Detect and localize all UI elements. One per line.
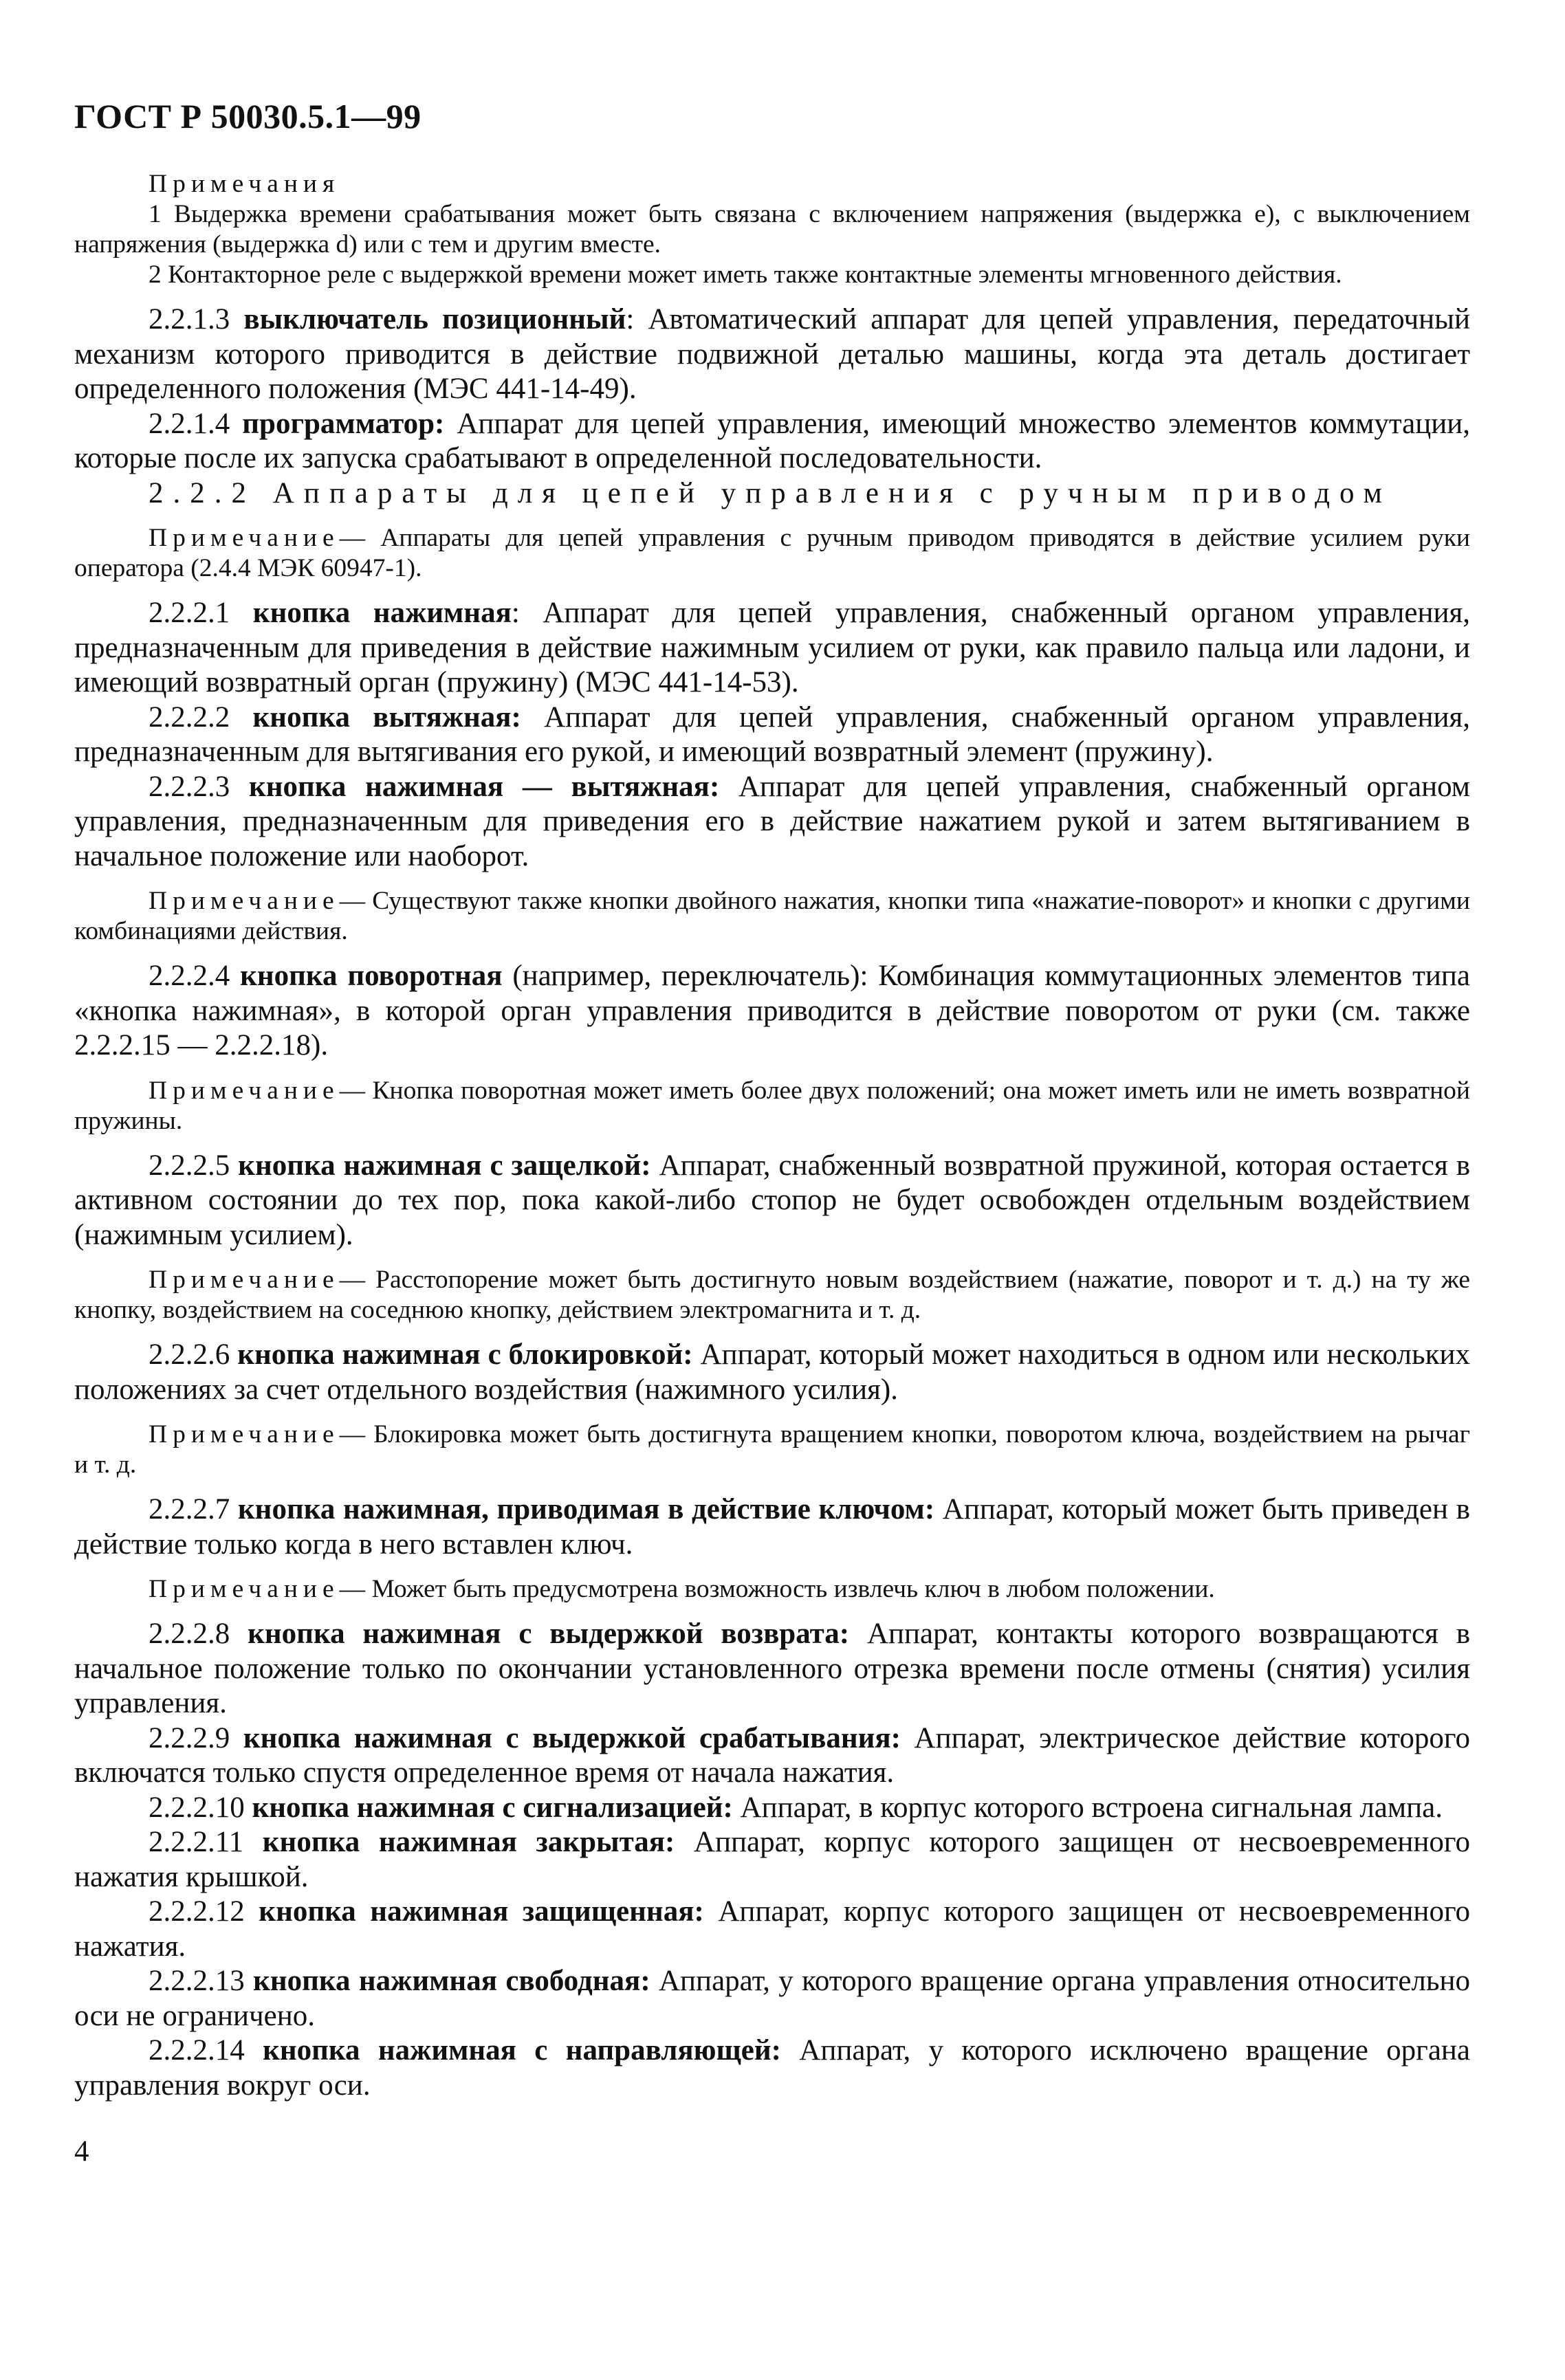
term: кнопка нажимная с блокировкой: <box>237 1338 693 1371</box>
document-header: ГОСТ Р 50030.5.1—99 <box>74 97 422 135</box>
term: кнопка нажимная — вытяжная: <box>248 770 720 803</box>
term: кнопка нажимная с защелкой: <box>238 1149 651 1182</box>
term: выключатель позиционный <box>243 303 626 335</box>
paragraph-2-2-2-3: 2.2.2.3 кнопка нажимная — вытяжная: Аппарат для цепей управления, снабженный органом управления, предназначенным для приведения его в действие нажатием рукой и затем вытягиванием в начальное положение или наоборот. <box>74 770 1471 872</box>
page-number: 4 <box>74 2135 89 2168</box>
term: кнопка нажимная с сигнализацией: <box>252 1791 733 1824</box>
paragraph-2-2-2-11: 2.2.2.11 кнопка нажимная закрытая: Аппарат, корпус которого защищен от несвоевременного нажатия крышкой. <box>74 1826 1470 1893</box>
note-2-2-2-5: Примечание— Расстопорение может быть достигнуто новым воздействием (нажатие, поворот и т. д.) на ту же кнопку, воздействием на соседнюю кнопку, действием электромагнита и т. д. <box>74 1266 1470 1324</box>
term: кнопка нажимная защищенная: <box>259 1895 704 1928</box>
paragraph-2-2-2-14: 2.2.2.14 кнопка нажимная с направляющей: Аппарат, у которого исключено вращение органа управления вокруг оси. <box>74 2034 1470 2102</box>
term: кнопка вытяжная: <box>252 701 521 734</box>
section-heading-2-2-2: 2.2.2 Аппараты для цепей управления с ручным приводом <box>149 476 1392 509</box>
note-2-2-2-6: Примечание— Блокировка может быть достигнута вращением кнопки, поворотом ключа, воздействием на рычаг и т. д. <box>74 1420 1470 1479</box>
term: кнопка нажимная, приводимая в действие ключом: <box>237 1493 935 1525</box>
note-item-2: 2 Контакторное реле с выдержкой времени может иметь также контактные элементы мгновенного действия. <box>149 261 1342 289</box>
note-2-2-2-4: Примечание— Кнопка поворотная может иметь более двух положений; она может иметь или не иметь возвратной пружины. <box>74 1076 1470 1135</box>
note-2-2-2-3: Примечание— Существуют также кнопки двойного нажатия, кнопки типа «нажатие-поворот» и кнопки с другими комбинациями действия. <box>74 887 1470 945</box>
term: кнопка нажимная с направляющей: <box>263 2034 781 2067</box>
term: кнопка нажимная свободная: <box>253 1965 650 1997</box>
term: кнопка нажимная <box>252 597 512 629</box>
paragraph-2-2-2-13: 2.2.2.13 кнопка нажимная свободная: Аппарат, у которого вращение органа управления относительно оси не ограничено. <box>74 1965 1471 2032</box>
paragraph-2-2-1-4: 2.2.1.4 программатор: Аппарат для цепей управления, имеющий множество элементов коммутации, которые после их запуска срабатывают в определенной последовательности. <box>74 407 1471 474</box>
note-item-1: 1 Выдержка времени срабатывания может быть связана с включением напряжения (выдержка е), с выключением напряжения (выдержка d) или с тем и другим вместе. <box>74 200 1470 258</box>
note-2-2-2-7: Примечание— Может быть предусмотрена возможность извлечь ключ в любом положении. <box>149 1575 1215 1603</box>
term: кнопка нажимная с выдержкой возврата: <box>248 1618 850 1650</box>
paragraph-2-2-2-7: 2.2.2.7 кнопка нажимная, приводимая в действие ключом: Аппарат, который может быть приведен в действие только когда в него вставлен ключ. <box>74 1493 1470 1561</box>
note-2-2-2: Примечание— Аппараты для цепей управления с ручным приводом приводятся в действие усилием руки оператора (2.4.4 МЭК 60947-1). <box>74 524 1470 582</box>
paragraph-2-2-1-3: 2.2.1.3 выключатель позиционный: Автоматический аппарат для цепей управления, передаточный механизм которого приводится в действие подвижной деталью машины, когда эта деталь достигает определенного положения (МЭС 441-14-49). <box>74 303 1471 405</box>
paragraph-2-2-2-8: 2.2.2.8 кнопка нажимная с выдержкой возврата: Аппарат, контакты которого возвращаются в начальное положение только по окончании установленного отрезка времени после отмены (снятия) усилия управления. <box>74 1618 1471 1719</box>
paragraph-2-2-2-2: 2.2.2.2 кнопка вытяжная: Аппарат для цепей управления, снабженный органом управления, предназначенным для вытягивания его рукой, и имеющий возвратный элемент (пружину). <box>74 701 1471 768</box>
paragraph-2-2-2-4: 2.2.2.4 кнопка поворотная (например, переключатель): Комбинация коммутационных элементов типа «кнопка нажимная», в которой орган управления приводится в действие поворотом от руки (см. также 2.2.2.15 — 2.2.2.18). <box>74 960 1471 1061</box>
term: программатор: <box>242 407 445 440</box>
paragraph-2-2-2-6: 2.2.2.6 кнопка нажимная с блокировкой: Аппарат, который может находиться в одном или нескольких положениях за счет отдельного воздействия (нажимного усилия). <box>74 1338 1470 1406</box>
term: кнопка нажимная с выдержкой срабатывания: <box>243 1721 901 1754</box>
term: кнопка нажимная закрытая: <box>262 1826 675 1858</box>
paragraph-2-2-2-1: 2.2.2.1 кнопка нажимная: Аппарат для цепей управления, снабженный органом управления, предназначенным для приведения в действие нажимным усилием от руки, как правило пальца или ладони, и имеющий возвратный орган (пружину) (МЭС 441-14-53). <box>74 597 1470 698</box>
document-page <box>74 96 1470 2103</box>
term: кнопка поворотная <box>240 960 503 992</box>
paragraph-2-2-2-10: 2.2.2.10 кнопка нажимная с сигнализацией: Аппарат, в корпус которого встроена сигнальная лампа. <box>149 1791 1443 1824</box>
paragraph-2-2-2-9: 2.2.2.9 кнопка нажимная с выдержкой срабатывания: Аппарат, электрическое действие которого включатся только спустя определенное время от начала нажатия. <box>74 1721 1471 1789</box>
paragraph-2-2-2-12: 2.2.2.12 кнопка нажимная защищенная: Аппарат, корпус которого защищен от несвоевременного нажатия. <box>74 1895 1471 1963</box>
note-heading: Примечания <box>149 170 340 198</box>
paragraph-2-2-2-5: 2.2.2.5 кнопка нажимная с защелкой: Аппарат, снабженный возвратной пружиной, которая остается в активном состоянии до тех пор, пока какой-либо стопор не будет освобожден отдельным воздействием (нажимным усилием). <box>74 1149 1470 1251</box>
